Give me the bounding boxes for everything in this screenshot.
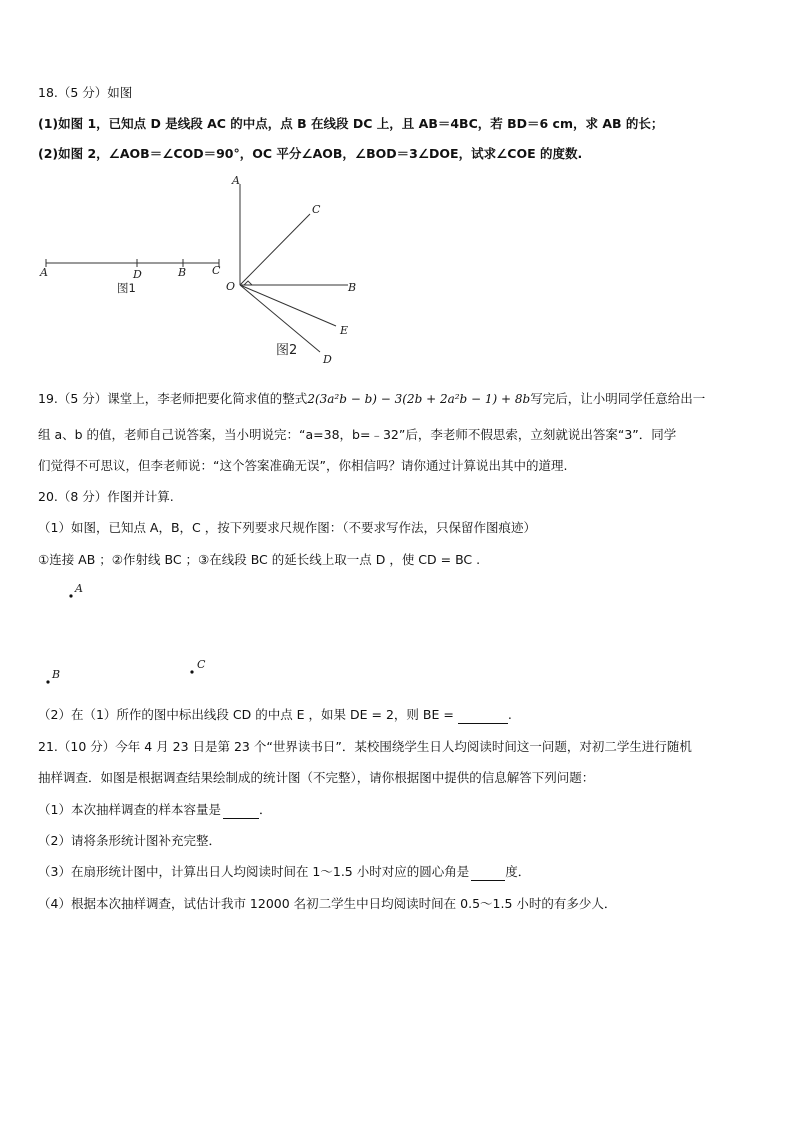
figure-1 bbox=[39, 259, 221, 295]
fig2-caption: 图2 bbox=[276, 343, 298, 358]
fig1-label-c: C bbox=[212, 264, 221, 277]
q18-figures bbox=[0, 170, 794, 370]
right-angle-mark bbox=[244, 281, 252, 285]
q19-line3: 们觉得不可思议，但李老师说：“这个答案准确无误”，你相信吗？请你通过计算说出其中的道理. bbox=[38, 458, 568, 473]
fig2-label-e: E bbox=[340, 324, 349, 337]
answer-blank-sample-size[interactable] bbox=[223, 802, 259, 819]
point-a bbox=[69, 594, 72, 597]
point-c bbox=[190, 670, 193, 673]
q19-expression: 2(3a²b − b) − 3(2b + 2a²b − 1) + 8b bbox=[307, 392, 531, 406]
fig2-label-o: O bbox=[226, 280, 236, 293]
fig1-label-d: D bbox=[133, 268, 142, 281]
fig1-label-a: A bbox=[40, 266, 48, 279]
fig1-caption: 图1 bbox=[117, 281, 136, 295]
q20-heading: 20.（8 分）作图并计算. bbox=[38, 489, 174, 504]
ray-od bbox=[240, 285, 320, 352]
point-b-label: B bbox=[52, 668, 61, 681]
q19-line1 bbox=[38, 391, 705, 407]
q20-part2: （2）在（1）所作的图中标出线段 CD 的中点 E ，如果 DE = 2，则 BE = . bbox=[38, 707, 512, 722]
q20-part1: （1）如图，已知点 A，B，C ，按下列要求尺规作图：（不要求写作法，只保留作图痕迹） bbox=[38, 520, 537, 535]
q21-sub4: （4）根据本次抽样调查，试估计我市 12000 名初二学生中日均阅读时间在 0.5～1.5 小时的有多少人． bbox=[38, 896, 617, 911]
fig1-label-b: B bbox=[178, 266, 187, 279]
answer-blank-central-angle[interactable] bbox=[471, 864, 505, 881]
fig2-label-b: B bbox=[348, 281, 357, 294]
point-a-label: A bbox=[75, 582, 83, 595]
q21-sub3: （3）在扇形统计图中，计算出日人均阅读时间在 1～1.5 小时对应的圆心角是 度． bbox=[38, 864, 531, 879]
ray-oc bbox=[240, 214, 310, 285]
q19-intro-tail: 写完后，让小明同学任意给出一 bbox=[530, 391, 706, 406]
q18-part2: (2)如图 2，∠AOB＝∠COD＝90°，OC 平分∠AOB，∠BOD＝3∠DOE，试求∠COE 的度数. bbox=[38, 146, 583, 161]
q20-steps: ①连接 AB ；②作射线 BC ；③在线段 BC 的延长线上取一点 D ，使 CD = BC . bbox=[38, 552, 481, 567]
fig2-label-c: C bbox=[312, 203, 321, 216]
q19-line2: 组 a、b 的值，老师自己说答案，当小明说完：“a=38，b=﹣32”后，李老师不假思索，立刻就说出答案“3”．同学 bbox=[38, 427, 677, 442]
answer-blank-be[interactable] bbox=[458, 707, 508, 724]
q20-points-figure bbox=[0, 580, 794, 690]
q18-heading: 18.（5 分）如图 bbox=[38, 85, 133, 100]
q21-line1: 21.（10 分）今年 4 月 23 日是第 23 个“世界读书日”．某校围绕学生日人均阅读时间这一问题，对初二学生进行随机 bbox=[38, 739, 692, 754]
q19-intro: 19.（5 分）课堂上，李老师把要化简求值的整式 bbox=[38, 391, 308, 406]
q21-line2: 抽样调查．如图是根据调查结果绘制成的统计图（不完整），请你根据图中提供的信息解答下列问题： bbox=[38, 770, 595, 785]
q18-part1: (1)如图 1，已知点 D 是线段 AC 的中点，点 B 在线段 DC 上，且 AB＝4BC，若 BD＝6 cm，求 AB 的长； bbox=[38, 116, 664, 131]
fig2-label-a: A bbox=[232, 174, 240, 187]
fig2-label-d: D bbox=[323, 353, 332, 366]
figure-2 bbox=[226, 174, 356, 366]
point-b bbox=[46, 680, 49, 683]
ray-oe bbox=[240, 285, 336, 326]
point-c-label: C bbox=[197, 658, 206, 671]
q21-sub1: （1）本次抽样调查的样本容量是 ． bbox=[38, 802, 272, 817]
q21-sub2: （2）请将条形统计图补充完整． bbox=[38, 833, 221, 848]
